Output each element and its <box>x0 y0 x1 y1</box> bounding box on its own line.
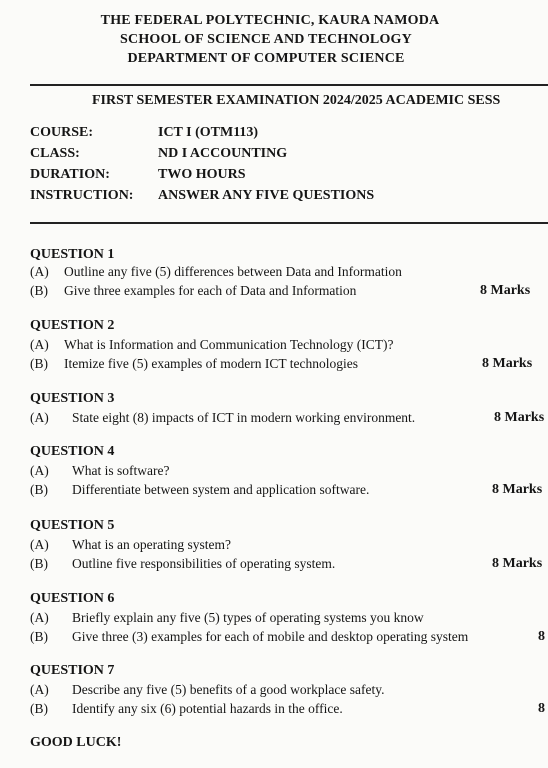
part-label: (B) <box>30 283 48 298</box>
question-title: QUESTION 1 <box>30 247 115 262</box>
instruction-label: INSTRUCTION: <box>30 188 134 203</box>
marks-label: 8 Marks <box>494 410 545 425</box>
question-title: QUESTION 4 <box>30 444 115 459</box>
course-value: ICT I (OTM113) <box>158 125 259 140</box>
part-label: (B) <box>30 556 48 571</box>
exam-title: FIRST SEMESTER EXAMINATION 2024/2025 ACADEMIC SESS <box>92 93 501 108</box>
part-label: (A) <box>30 463 49 478</box>
instruction-value: ANSWER ANY FIVE QUESTIONS <box>158 188 375 203</box>
meta-divider <box>30 222 548 224</box>
part-text: Outline five responsibilities of operating system. <box>72 556 336 571</box>
part-text: State eight (8) impacts of ICT in modern working environment. <box>72 410 416 425</box>
part-label: (A) <box>30 337 49 352</box>
part-label: (A) <box>30 537 49 552</box>
question-title: QUESTION 6 <box>30 591 115 606</box>
school-name: SCHOOL OF SCIENCE AND TECHNOLOGY <box>120 32 412 47</box>
part-text: What is Information and Communication Technology (ICT)? <box>64 337 394 352</box>
part-text: Describe any five (5) benefits of a good workplace safety. <box>72 682 385 697</box>
part-label: (B) <box>30 356 48 371</box>
department-name: DEPARTMENT OF COMPUTER SCIENCE <box>127 51 405 66</box>
class-label: CLASS: <box>30 146 80 161</box>
part-label: (A) <box>30 264 49 279</box>
part-label: (A) <box>30 410 49 425</box>
part-label: (B) <box>30 482 48 497</box>
question-title: QUESTION 7 <box>30 663 115 678</box>
part-text: Itemize five (5) examples of modern ICT technologies <box>64 356 359 371</box>
part-label: (B) <box>30 701 48 716</box>
marks-label: 8 Marks <box>480 283 531 298</box>
part-label: (B) <box>30 629 48 644</box>
part-label: (A) <box>30 610 49 625</box>
question-title: QUESTION 3 <box>30 391 115 406</box>
duration-label: DURATION: <box>30 167 110 182</box>
part-text: What is an operating system? <box>72 537 231 552</box>
question-title: QUESTION 5 <box>30 518 115 533</box>
institution-name: THE FEDERAL POLYTECHNIC, KAURA NAMODA <box>100 13 440 28</box>
marks-label: 8 Marks <box>492 556 543 571</box>
marks-label: 8 <box>538 701 545 716</box>
closing-text: GOOD LUCK! <box>30 735 122 750</box>
marks-label: 8 Marks <box>492 482 543 497</box>
part-text: Outline any five (5) differences between Data and Information <box>64 264 402 279</box>
part-text: Give three examples for each of Data and Information <box>64 283 357 298</box>
part-text: Identify any six (6) potential hazards in the office. <box>72 701 343 716</box>
part-label: (A) <box>30 682 49 697</box>
class-value: ND I ACCOUNTING <box>158 146 288 161</box>
course-label: COURSE: <box>30 125 94 140</box>
header-divider <box>30 84 548 86</box>
part-text: Give three (3) examples for each of mobile and desktop operating system <box>72 629 469 644</box>
duration-value: TWO HOURS <box>158 167 246 182</box>
marks-label: 8 Marks <box>482 356 533 371</box>
part-text: What is software? <box>72 463 170 478</box>
question-title: QUESTION 2 <box>30 318 115 333</box>
part-text: Briefly explain any five (5) types of operating systems you know <box>72 610 424 625</box>
marks-label: 8 <box>538 629 545 644</box>
part-text: Differentiate between system and application software. <box>72 482 370 497</box>
